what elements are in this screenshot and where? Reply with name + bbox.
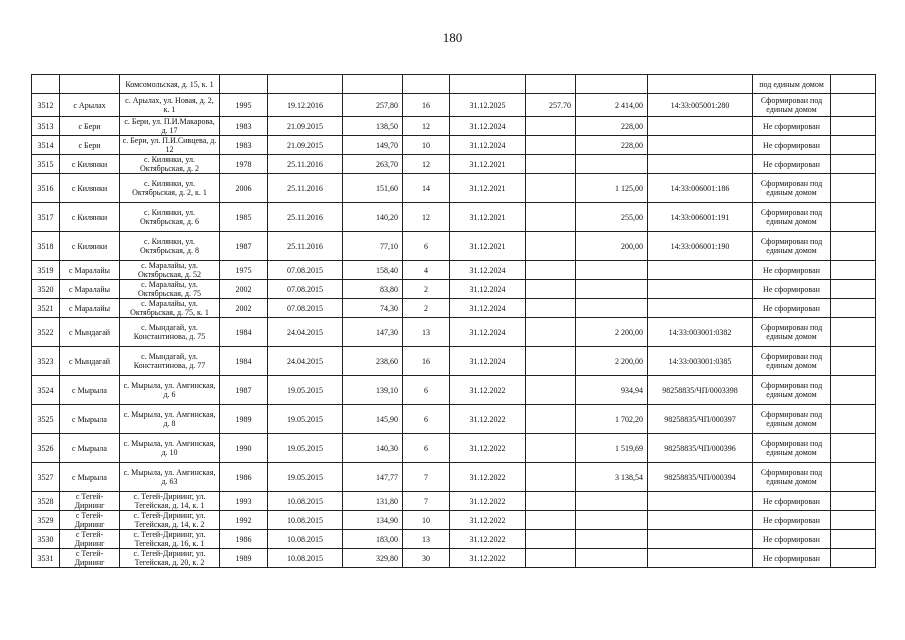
cell-cadastral-number: 98258835/ЧП/000397: [648, 405, 753, 434]
cell-date-plan: 31.12.2022: [450, 405, 526, 434]
cell-land-area: [576, 549, 648, 568]
cell-empty: [831, 463, 876, 492]
cell-year: 2002: [220, 299, 268, 318]
cell-land-status: Сформирован под единым домом: [753, 463, 831, 492]
cell-empty: [831, 530, 876, 549]
cell-area: 151,60: [343, 174, 403, 203]
cell-date-plan: 31.12.2021: [450, 232, 526, 261]
table-row: [32, 174, 876, 203]
cell-cadastral-number: [648, 530, 753, 549]
cell-extra-area: [526, 434, 576, 463]
cell-residents: [403, 75, 450, 94]
cell-land-status: Сформирован под единым домом: [753, 347, 831, 376]
cell-area: 131,80: [343, 492, 403, 511]
cell-date-plan: 31.12.2022: [450, 463, 526, 492]
cell-land-status: Сформирован под единым домом: [753, 174, 831, 203]
cell-cadastral-number: 14:33:006001:186: [648, 174, 753, 203]
cell-date-survey: 19.12.2016: [268, 94, 343, 117]
cell-date-survey: 25.11.2016: [268, 232, 343, 261]
cell-year: 1986: [220, 530, 268, 549]
cell-extra-area: [526, 261, 576, 280]
cell-date-survey: 24.04.2015: [268, 347, 343, 376]
cell-land-area: 2 414,00: [576, 94, 648, 117]
cell-residents: 12: [403, 117, 450, 136]
cell-number: 3523: [32, 347, 60, 376]
cell-settlement: с Мырыла: [60, 434, 120, 463]
cell-empty: [831, 549, 876, 568]
cell-cadastral-number: 14:33:005001:280: [648, 94, 753, 117]
cell-date-plan: 31.12.2025: [450, 94, 526, 117]
cell-date-plan: 31.12.2024: [450, 117, 526, 136]
cell-extra-area: [526, 299, 576, 318]
cell-residents: 4: [403, 261, 450, 280]
cell-residents: 6: [403, 376, 450, 405]
cell-cadastral-number: [648, 549, 753, 568]
cell-land-status: Не сформирован: [753, 549, 831, 568]
cell-cadastral-number: 14:33:006001:190: [648, 232, 753, 261]
cell-empty: [831, 261, 876, 280]
cell-date-survey: 19.05.2015: [268, 405, 343, 434]
cell-cadastral-number: [648, 511, 753, 530]
cell-extra-area: [526, 405, 576, 434]
cell-land-status: Сформирован под единым домом: [753, 94, 831, 117]
cell-empty: [831, 434, 876, 463]
cell-cadastral-number: 14:33:003001:0385: [648, 347, 753, 376]
cell-number: 3524: [32, 376, 60, 405]
cell-land-status: Сформирован под единым домом: [753, 376, 831, 405]
cell-date-survey: 25.11.2016: [268, 155, 343, 174]
cell-date-plan: 31.12.2022: [450, 511, 526, 530]
table-row: [32, 261, 876, 280]
cell-address: с. Тегей-Дириинг, ул. Тегейская, д. 16, к. 1: [120, 530, 220, 549]
cell-settlement: с Мырыла: [60, 463, 120, 492]
cell-date-plan: 31.12.2024: [450, 299, 526, 318]
cell-residents: 6: [403, 434, 450, 463]
cell-year: 1992: [220, 511, 268, 530]
table-row: [32, 549, 876, 568]
cell-number: 3519: [32, 261, 60, 280]
cell-land-area: 228,00: [576, 136, 648, 155]
cell-cadastral-number: 98258835/ЧП/0003398: [648, 376, 753, 405]
cell-settlement: с Мындагай: [60, 318, 120, 347]
cell-residents: 16: [403, 347, 450, 376]
cell-empty: [831, 94, 876, 117]
cell-year: 1983: [220, 136, 268, 155]
cell-year: 1975: [220, 261, 268, 280]
cell-land-area: [576, 75, 648, 94]
cell-date-plan: 31.12.2022: [450, 376, 526, 405]
cell-date-survey: 10.08.2015: [268, 492, 343, 511]
cell-date-survey: 25.11.2016: [268, 203, 343, 232]
cell-empty: [831, 511, 876, 530]
cell-address: с. Маралайы, ул. Октябрьская, д. 52: [120, 261, 220, 280]
cell-year: 1987: [220, 232, 268, 261]
cell-area: 140,20: [343, 203, 403, 232]
cell-date-survey: 21.09.2015: [268, 136, 343, 155]
cell-date-survey: 10.08.2015: [268, 511, 343, 530]
cell-date-plan: 31.12.2024: [450, 136, 526, 155]
table-row: [32, 405, 876, 434]
cell-number: 3530: [32, 530, 60, 549]
cell-land-status: Не сформирован: [753, 136, 831, 155]
cell-empty: [831, 492, 876, 511]
cell-residents: 7: [403, 463, 450, 492]
cell-number: 3528: [32, 492, 60, 511]
cell-land-area: 255,00: [576, 203, 648, 232]
cell-land-status: Не сформирован: [753, 492, 831, 511]
cell-number: 3517: [32, 203, 60, 232]
cell-settlement: с Маралайы: [60, 261, 120, 280]
cell-empty: [831, 405, 876, 434]
cell-land-status: Не сформирован: [753, 261, 831, 280]
cell-date-survey: 25.11.2016: [268, 174, 343, 203]
cell-land-status: Сформирован под единым домом: [753, 203, 831, 232]
cell-date-survey: 24.04.2015: [268, 318, 343, 347]
cell-date-plan: 31.12.2022: [450, 530, 526, 549]
cell-address: с. Тегей-Дириинг, ул. Тегейская, д. 20, к. 2: [120, 549, 220, 568]
cell-cadastral-number: [648, 261, 753, 280]
cell-area: 147,77: [343, 463, 403, 492]
cell-settlement: с Килянки: [60, 203, 120, 232]
cell-date-plan: 31.12.2021: [450, 174, 526, 203]
cell-year: 1978: [220, 155, 268, 174]
cell-land-area: [576, 280, 648, 299]
cell-year: 1984: [220, 347, 268, 376]
cell-date-plan: 31.12.2021: [450, 155, 526, 174]
cell-number: 3526: [32, 434, 60, 463]
cell-land-status: Сформирован под единым домом: [753, 434, 831, 463]
cell-extra-area: [526, 347, 576, 376]
cell-empty: [831, 232, 876, 261]
housing-registry-table: [31, 74, 876, 568]
cell-area: 263,70: [343, 155, 403, 174]
cell-address: Комсомольская, д. 15, к. 1: [120, 75, 220, 94]
cell-cadastral-number: [648, 75, 753, 94]
cell-year: 1990: [220, 434, 268, 463]
cell-land-area: [576, 155, 648, 174]
cell-settlement: с Тегей-Дириинг: [60, 530, 120, 549]
cell-date-survey: 21.09.2015: [268, 117, 343, 136]
cell-number: 3531: [32, 549, 60, 568]
cell-date-survey: 10.08.2015: [268, 549, 343, 568]
cell-residents: 12: [403, 203, 450, 232]
cell-land-status: Не сформирован: [753, 155, 831, 174]
table-row: [32, 155, 876, 174]
cell-extra-area: [526, 136, 576, 155]
cell-land-status: Не сформирован: [753, 511, 831, 530]
cell-land-area: [576, 492, 648, 511]
cell-land-area: 3 138,54: [576, 463, 648, 492]
cell-area: 138,50: [343, 117, 403, 136]
cell-empty: [831, 117, 876, 136]
table-row: [32, 94, 876, 117]
cell-extra-area: 257.70: [526, 94, 576, 117]
table-row: [32, 434, 876, 463]
cell-area: 158,40: [343, 261, 403, 280]
cell-land-area: 200,00: [576, 232, 648, 261]
cell-area: 139,10: [343, 376, 403, 405]
cell-date-plan: 31.12.2024: [450, 280, 526, 299]
cell-settlement: с Килянки: [60, 155, 120, 174]
cell-address: с. Килянки, ул. Октябрьская, д. 8: [120, 232, 220, 261]
cell-extra-area: [526, 530, 576, 549]
cell-address: с. Маралайы, ул. Октябрьская, д. 75, к. 1: [120, 299, 220, 318]
table-row: [32, 280, 876, 299]
cell-address: с. Бери, ул. П.И.Сивцева, д. 12: [120, 136, 220, 155]
cell-address: с. Килянки, ул. Октябрьская, д. 2, к. 1: [120, 174, 220, 203]
cell-area: 145,90: [343, 405, 403, 434]
cell-land-area: [576, 299, 648, 318]
cell-land-area: 228,00: [576, 117, 648, 136]
table-row: [32, 347, 876, 376]
table-row: [32, 511, 876, 530]
cell-residents: 30: [403, 549, 450, 568]
cell-land-status: Сформирован под единым домом: [753, 232, 831, 261]
cell-settlement: с Тегей-Дириинг: [60, 492, 120, 511]
cell-cadastral-number: [648, 136, 753, 155]
cell-extra-area: [526, 492, 576, 511]
cell-number: 3514: [32, 136, 60, 155]
cell-area: [343, 75, 403, 94]
cell-empty: [831, 299, 876, 318]
cell-residents: 13: [403, 530, 450, 549]
cell-date-survey: 07.08.2015: [268, 261, 343, 280]
table-row: [32, 232, 876, 261]
cell-extra-area: [526, 280, 576, 299]
cell-number: 3521: [32, 299, 60, 318]
cell-residents: 6: [403, 405, 450, 434]
cell-number: 3516: [32, 174, 60, 203]
cell-area: 183,00: [343, 530, 403, 549]
cell-settlement: с Килянки: [60, 174, 120, 203]
cell-date-plan: [450, 75, 526, 94]
cell-area: 238,60: [343, 347, 403, 376]
cell-extra-area: [526, 232, 576, 261]
cell-date-survey: 07.08.2015: [268, 280, 343, 299]
cell-settlement: с Тегей-Дириинг: [60, 511, 120, 530]
cell-empty: [831, 174, 876, 203]
cell-cadastral-number: [648, 299, 753, 318]
cell-number: 3513: [32, 117, 60, 136]
cell-residents: 13: [403, 318, 450, 347]
cell-land-status: Не сформирован: [753, 299, 831, 318]
cell-area: 140,30: [343, 434, 403, 463]
cell-empty: [831, 155, 876, 174]
cell-empty: [831, 347, 876, 376]
table-row: [32, 463, 876, 492]
cell-date-plan: 31.12.2022: [450, 434, 526, 463]
cell-address: с. Килянки, ул. Октябрьская, д. 6: [120, 203, 220, 232]
cell-empty: [831, 376, 876, 405]
cell-land-area: 1 702,20: [576, 405, 648, 434]
cell-date-plan: 31.12.2024: [450, 347, 526, 376]
cell-land-status: под единым домом: [753, 75, 831, 94]
cell-year: 1989: [220, 549, 268, 568]
cell-land-area: 934,94: [576, 376, 648, 405]
cell-address: с. Бери, ул. П.И.Макарова, д. 17: [120, 117, 220, 136]
cell-year: 1993: [220, 492, 268, 511]
cell-area: 77,10: [343, 232, 403, 261]
cell-year: [220, 75, 268, 94]
table-row: [32, 376, 876, 405]
cell-land-status: Сформирован под единым домом: [753, 405, 831, 434]
cell-number: 3518: [32, 232, 60, 261]
cell-land-status: Не сформирован: [753, 280, 831, 299]
cell-area: 147,30: [343, 318, 403, 347]
cell-year: 2006: [220, 174, 268, 203]
cell-cadastral-number: [648, 117, 753, 136]
cell-land-area: 1 125,00: [576, 174, 648, 203]
cell-empty: [831, 75, 876, 94]
cell-extra-area: [526, 203, 576, 232]
cell-settlement: с Маралайы: [60, 299, 120, 318]
cell-date-survey: 10.08.2015: [268, 530, 343, 549]
table-row: [32, 203, 876, 232]
cell-residents: 7: [403, 492, 450, 511]
cell-residents: 10: [403, 511, 450, 530]
cell-date-survey: [268, 75, 343, 94]
cell-year: 1986: [220, 463, 268, 492]
cell-address: с. Тегей-Дириинг, ул. Тегейская, д. 14, к. 2: [120, 511, 220, 530]
cell-settlement: с Тегей-Дириинг: [60, 549, 120, 568]
cell-year: 2002: [220, 280, 268, 299]
cell-year: 1984: [220, 318, 268, 347]
cell-residents: 12: [403, 155, 450, 174]
table-row: [32, 117, 876, 136]
cell-land-area: [576, 530, 648, 549]
cell-extra-area: [526, 463, 576, 492]
cell-extra-area: [526, 318, 576, 347]
cell-settlement: с Бери: [60, 117, 120, 136]
cell-address: с. Мырыла, ул. Амгинская, д. 63: [120, 463, 220, 492]
cell-address: с. Маралайы, ул. Октябрьская, д. 75: [120, 280, 220, 299]
table-row: [32, 299, 876, 318]
cell-number: 3522: [32, 318, 60, 347]
cell-residents: 10: [403, 136, 450, 155]
cell-date-plan: 31.12.2024: [450, 318, 526, 347]
cell-land-status: Сформирован под единым домом: [753, 318, 831, 347]
cell-cadastral-number: 98258835/ЧП/000394: [648, 463, 753, 492]
cell-settlement: [60, 75, 120, 94]
cell-area: 134,90: [343, 511, 403, 530]
table-row: [32, 318, 876, 347]
cell-number: 3512: [32, 94, 60, 117]
cell-address: с. Мындагай, ул. Константинова, д. 75: [120, 318, 220, 347]
cell-address: с. Мырыла, ул. Амгинская, д. 6: [120, 376, 220, 405]
cell-cadastral-number: [648, 155, 753, 174]
cell-date-survey: 19.05.2015: [268, 434, 343, 463]
cell-address: с. Килянки, ул. Октябрьская, д. 2: [120, 155, 220, 174]
cell-extra-area: [526, 174, 576, 203]
cell-address: с. Арылах, ул. Новая, д. 2, к. 1: [120, 94, 220, 117]
cell-area: 74,30: [343, 299, 403, 318]
cell-extra-area: [526, 376, 576, 405]
cell-empty: [831, 203, 876, 232]
cell-extra-area: [526, 549, 576, 568]
table-row: [32, 136, 876, 155]
cell-empty: [831, 318, 876, 347]
cell-land-status: Не сформирован: [753, 530, 831, 549]
cell-empty: [831, 280, 876, 299]
cell-date-survey: 07.08.2015: [268, 299, 343, 318]
cell-land-area: 2 200,00: [576, 347, 648, 376]
cell-number: 3525: [32, 405, 60, 434]
cell-address: с. Мырыла, ул. Амгинская, д. 10: [120, 434, 220, 463]
cell-date-survey: 19.05.2015: [268, 463, 343, 492]
cell-residents: 14: [403, 174, 450, 203]
cell-settlement: с Килянки: [60, 232, 120, 261]
cell-settlement: с Мындагай: [60, 347, 120, 376]
cell-settlement: с Мырыла: [60, 405, 120, 434]
cell-address: с. Мырыла, ул. Амгинская, д. 8: [120, 405, 220, 434]
cell-area: 83,80: [343, 280, 403, 299]
cell-year: 1989: [220, 405, 268, 434]
cell-address: с. Тегей-Дириинг, ул. Тегейская, д. 14, к. 1: [120, 492, 220, 511]
cell-settlement: с Мырыла: [60, 376, 120, 405]
cell-residents: 2: [403, 299, 450, 318]
cell-cadastral-number: [648, 492, 753, 511]
cell-number: 3527: [32, 463, 60, 492]
cell-date-plan: 31.12.2022: [450, 549, 526, 568]
table-row: [32, 492, 876, 511]
cell-land-area: [576, 511, 648, 530]
cell-settlement: с Арылах: [60, 94, 120, 117]
cell-extra-area: [526, 75, 576, 94]
table-row: [32, 75, 876, 94]
cell-date-survey: 19.05.2015: [268, 376, 343, 405]
cell-residents: 2: [403, 280, 450, 299]
cell-extra-area: [526, 155, 576, 174]
cell-cadastral-number: 98258835/ЧП/000396: [648, 434, 753, 463]
cell-settlement: с Маралайы: [60, 280, 120, 299]
cell-year: 1985: [220, 203, 268, 232]
cell-land-area: [576, 261, 648, 280]
cell-area: 329,80: [343, 549, 403, 568]
cell-extra-area: [526, 511, 576, 530]
cell-year: 1995: [220, 94, 268, 117]
cell-year: 1983: [220, 117, 268, 136]
cell-number: 3515: [32, 155, 60, 174]
cell-year: 1987: [220, 376, 268, 405]
cell-residents: 6: [403, 232, 450, 261]
cell-number: 3529: [32, 511, 60, 530]
cell-land-area: 1 519,69: [576, 434, 648, 463]
cell-date-plan: 31.12.2021: [450, 203, 526, 232]
table-row: [32, 530, 876, 549]
cell-number: [32, 75, 60, 94]
cell-land-status: Не сформирован: [753, 117, 831, 136]
cell-area: 149,70: [343, 136, 403, 155]
cell-cadastral-number: 14:33:003001:0382: [648, 318, 753, 347]
cell-address: с. Мындагай, ул. Константинова, д. 77: [120, 347, 220, 376]
cell-date-plan: 31.12.2022: [450, 492, 526, 511]
cell-settlement: с Бери: [60, 136, 120, 155]
page-number: 180: [442, 30, 463, 45]
cell-area: 257,80: [343, 94, 403, 117]
cell-number: 3520: [32, 280, 60, 299]
cell-residents: 16: [403, 94, 450, 117]
cell-land-area: 2 200,00: [576, 318, 648, 347]
cell-cadastral-number: 14:33:006001:191: [648, 203, 753, 232]
cell-extra-area: [526, 117, 576, 136]
cell-cadastral-number: [648, 280, 753, 299]
cell-empty: [831, 136, 876, 155]
cell-date-plan: 31.12.2024: [450, 261, 526, 280]
